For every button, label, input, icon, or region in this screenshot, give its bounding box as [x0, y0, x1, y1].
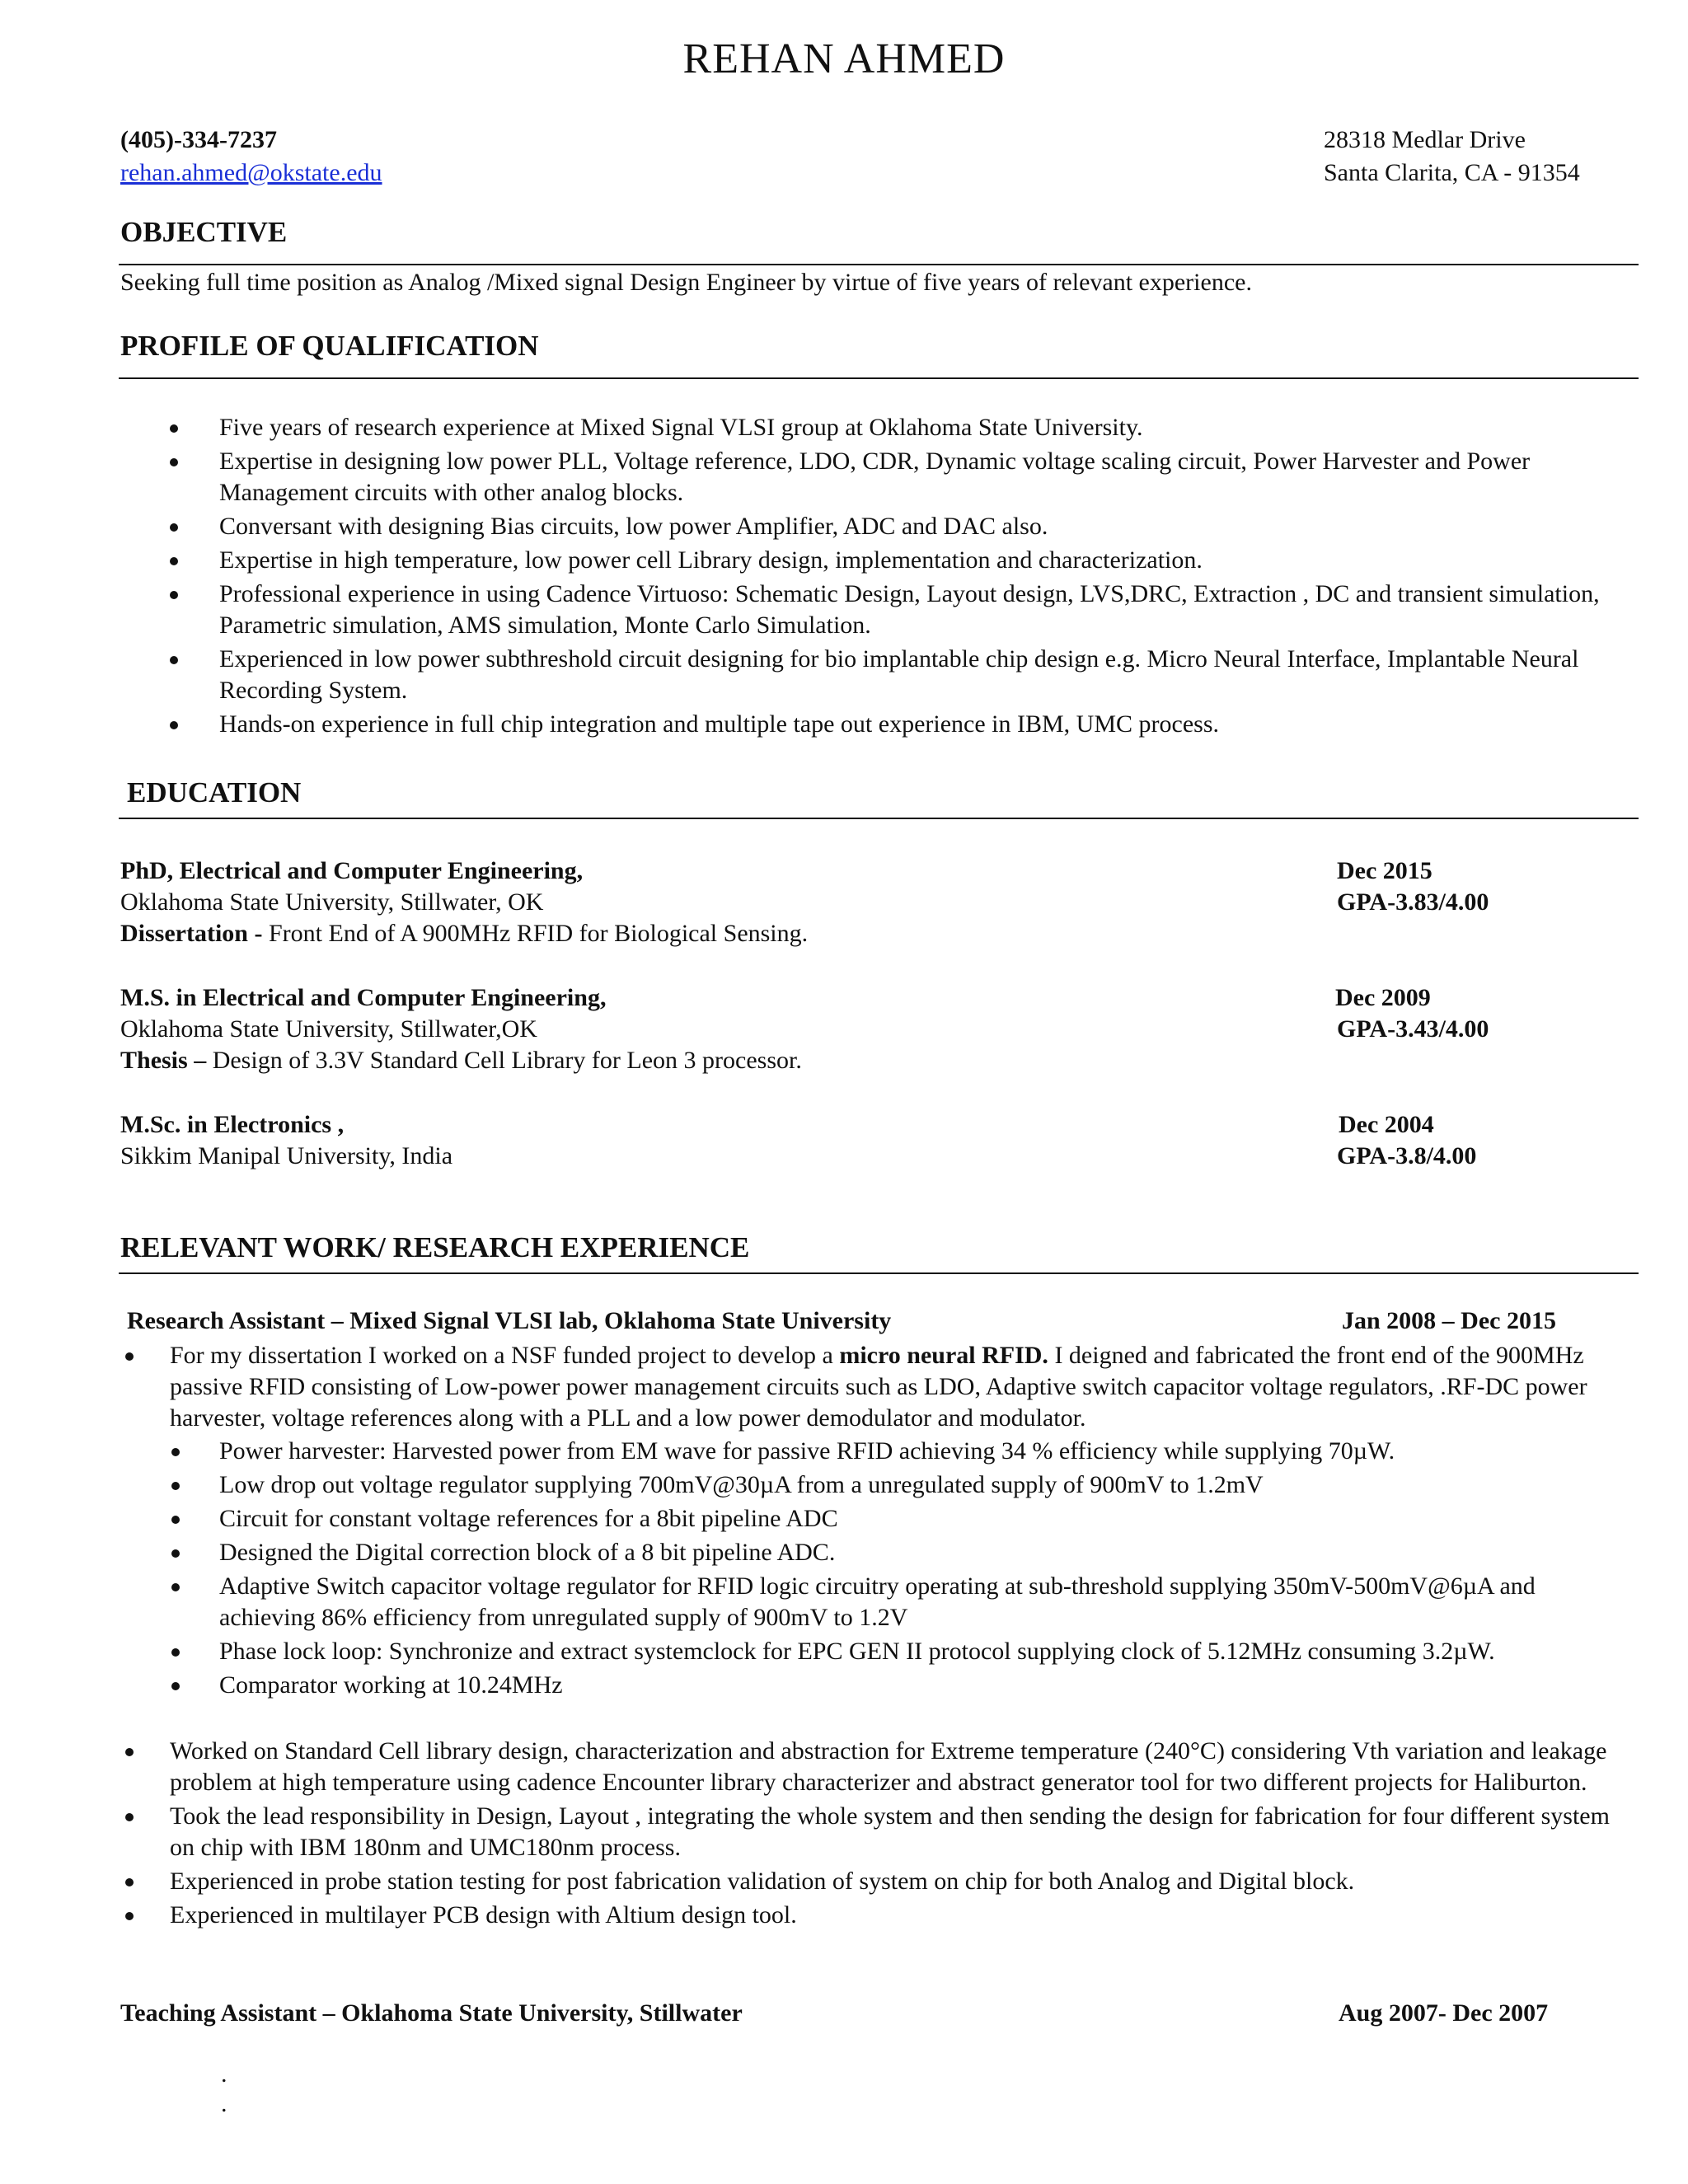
list-item: Experienced in probe station testing for post fabrication validation of system on chip for both Analog and Digital block. [170, 1866, 1611, 1897]
job-title: Research Assistant – Mixed Signal VLSI lab, Oklahoma State University [127, 1307, 892, 1334]
job-sub-list [219, 1436, 1612, 1704]
list-item: Experienced in multilayer PCB design with Altium design tool. [170, 1900, 1611, 1931]
list-item: Comparator working at 10.24MHz [219, 1670, 1612, 1701]
contact-right [1324, 124, 1580, 190]
bullet-icon [170, 523, 178, 532]
section-divider [119, 377, 1639, 379]
bullet-icon [171, 1482, 180, 1490]
list-item: Hands-on experience in full chip integration and multiple tape out experience in IBM, UMC process. [219, 709, 1620, 740]
bullet-icon [171, 1682, 180, 1690]
address-line-2: Santa Clarita, CA - 91354 [1324, 159, 1580, 186]
school-name: Oklahoma State University, Stillwater, OK [120, 888, 544, 916]
bullet-icon [170, 721, 178, 729]
bullet-icon [170, 458, 178, 466]
degree-title: M.Sc. in Electronics , [120, 1111, 345, 1138]
school-name: Sikkim Manipal University, India [120, 1142, 453, 1169]
section-divider [119, 1272, 1639, 1274]
dissertation-line: Dissertation - Front End of A 900MHz RFID for Biological Sensing. [120, 920, 809, 947]
section-divider [119, 264, 1639, 265]
contact-left [120, 124, 382, 190]
bullet-icon [171, 1583, 180, 1591]
list-item: Took the lead responsibility in Design, Layout , integrating the whole system and then sending the design for fabrication for four different system on chip with IBM 180nm and UMC180nm process. [170, 1801, 1611, 1863]
list-item: Professional experience in using Cadence Virtuoso: Schematic Design, Layout design, LVS,DRC, Extraction , DC and transient simulation, Parametric simulation, AMS simulation, Monte Carlo Simulation. [219, 579, 1620, 641]
phone-number: (405)-334-7237 [120, 126, 277, 153]
job-intro-list [170, 1340, 1611, 1436]
bullet-icon [125, 1878, 134, 1886]
bullet-icon [171, 1448, 180, 1456]
bullet-icon [170, 424, 178, 433]
list-item: Experienced in low power subthreshold circuit designing for bio implantable chip design e.g. Micro Neural Interface, Implantable Neural Recording System. [219, 644, 1620, 706]
job-date: Aug 2007- Dec 2007 [1339, 1999, 1549, 2027]
bullet-icon [125, 1813, 134, 1821]
thesis-line: Thesis – Design of 3.3V Standard Cell Library for Leon 3 processor. [120, 1047, 802, 1074]
qualification-list [219, 412, 1620, 743]
bullet-icon [171, 1648, 180, 1657]
list-item: Expertise in designing low power PLL, Voltage reference, LDO, CDR, Dynamic voltage scaling circuit, Power Harvester and Power Management circuits with other analog blocks. [219, 446, 1620, 509]
bullet-icon [170, 656, 178, 664]
list-item: Expertise in high temperature, low power cell Library design, implementation and characterization. [219, 545, 1620, 576]
qualification-heading: PROFILE OF QUALIFICATION [120, 330, 539, 362]
bullet-icon [125, 1912, 134, 1920]
objective-heading: OBJECTIVE [120, 216, 288, 248]
bullet-icon [170, 591, 178, 599]
bullet-icon [171, 1516, 180, 1524]
degree-date: Dec 2004 [1339, 1111, 1434, 1138]
list-item: Adaptive Switch capacitor voltage regulator for RFID logic circuitry operating at sub-threshold supplying 350mV-500mV@6µA and achieving 86% efficiency from unregulated supply of 900mV to 1.2V [219, 1571, 1612, 1633]
list-item: For my dissertation I worked on a NSF funded project to develop a micro neural RFID. I deigned and fabricated the front end of the 900MHz passive RFID consisting of Low-power power management circuits such as LDO, Adaptive switch capacitor voltage regulators, .RF-DC power harvester, voltage references along with a PLL and a low power demodulator and modulator. [170, 1340, 1611, 1434]
objective-text: Seeking full time position as Analog /Mixed signal Design Engineer by virtue of five years of relevant experience. [120, 269, 1252, 296]
list-item: . [221, 2090, 227, 2117]
gpa: GPA-3.43/4.00 [1337, 1015, 1489, 1043]
gpa: GPA-3.83/4.00 [1337, 888, 1489, 916]
job-date: Jan 2008 – Dec 2015 [1342, 1307, 1556, 1334]
list-item: . [221, 2060, 227, 2088]
job-duty-list [170, 1736, 1611, 1933]
bullet-icon [170, 557, 178, 565]
list-item: Circuit for constant voltage references for a 8bit pipeline ADC [219, 1503, 1612, 1535]
email-link[interactable]: rehan.ahmed@okstate.edu [120, 159, 382, 186]
list-item: Low drop out voltage regulator supplying 700mV@30µA from a unregulated supply of 900mV to 1.2mV [219, 1469, 1612, 1501]
candidate-name: REHAN AHMED [682, 35, 1006, 82]
list-item: Conversant with designing Bias circuits, low power Amplifier, ADC and DAC also. [219, 511, 1620, 542]
list-item: Worked on Standard Cell library design, characterization and abstraction for Extreme temperature (240°C) considering Vth variation and leakage problem at high temperature using cadence Encounter library characterizer and abstract generator tool for two different projects for Haliburton. [170, 1736, 1611, 1798]
bullet-icon [171, 1549, 180, 1558]
degree-date: Dec 2015 [1337, 857, 1432, 884]
bullet-icon [125, 1352, 134, 1361]
experience-heading: RELEVANT WORK/ RESEARCH EXPERIENCE [120, 1231, 750, 1263]
degree-title: PhD, Electrical and Computer Engineering, [120, 857, 584, 884]
degree-title: M.S. in Electrical and Computer Engineering, [120, 984, 607, 1011]
list-item: Phase lock loop: Synchronize and extract systemclock for EPC GEN II protocol supplying clock of 5.12MHz consuming 3.2µW. [219, 1636, 1612, 1667]
school-name: Oklahoma State University, Stillwater,OK [120, 1015, 537, 1043]
education-heading: EDUCATION [127, 776, 302, 808]
list-item: Five years of research experience at Mixed Signal VLSI group at Oklahoma State University. [219, 412, 1620, 443]
address-line-1: 28318 Medlar Drive [1324, 126, 1526, 153]
bullet-icon [125, 1748, 134, 1756]
list-item: Power harvester: Harvested power from EM wave for passive RFID achieving 34 % efficiency while supplying 70µW. [219, 1436, 1612, 1467]
gpa: GPA-3.8/4.00 [1337, 1142, 1477, 1169]
list-item: Designed the Digital correction block of a 8 bit pipeline ADC. [219, 1537, 1612, 1568]
job-title: Teaching Assistant – Oklahoma State University, Stillwater [120, 1999, 743, 2027]
degree-date: Dec 2009 [1335, 984, 1431, 1011]
section-divider [119, 818, 1639, 819]
